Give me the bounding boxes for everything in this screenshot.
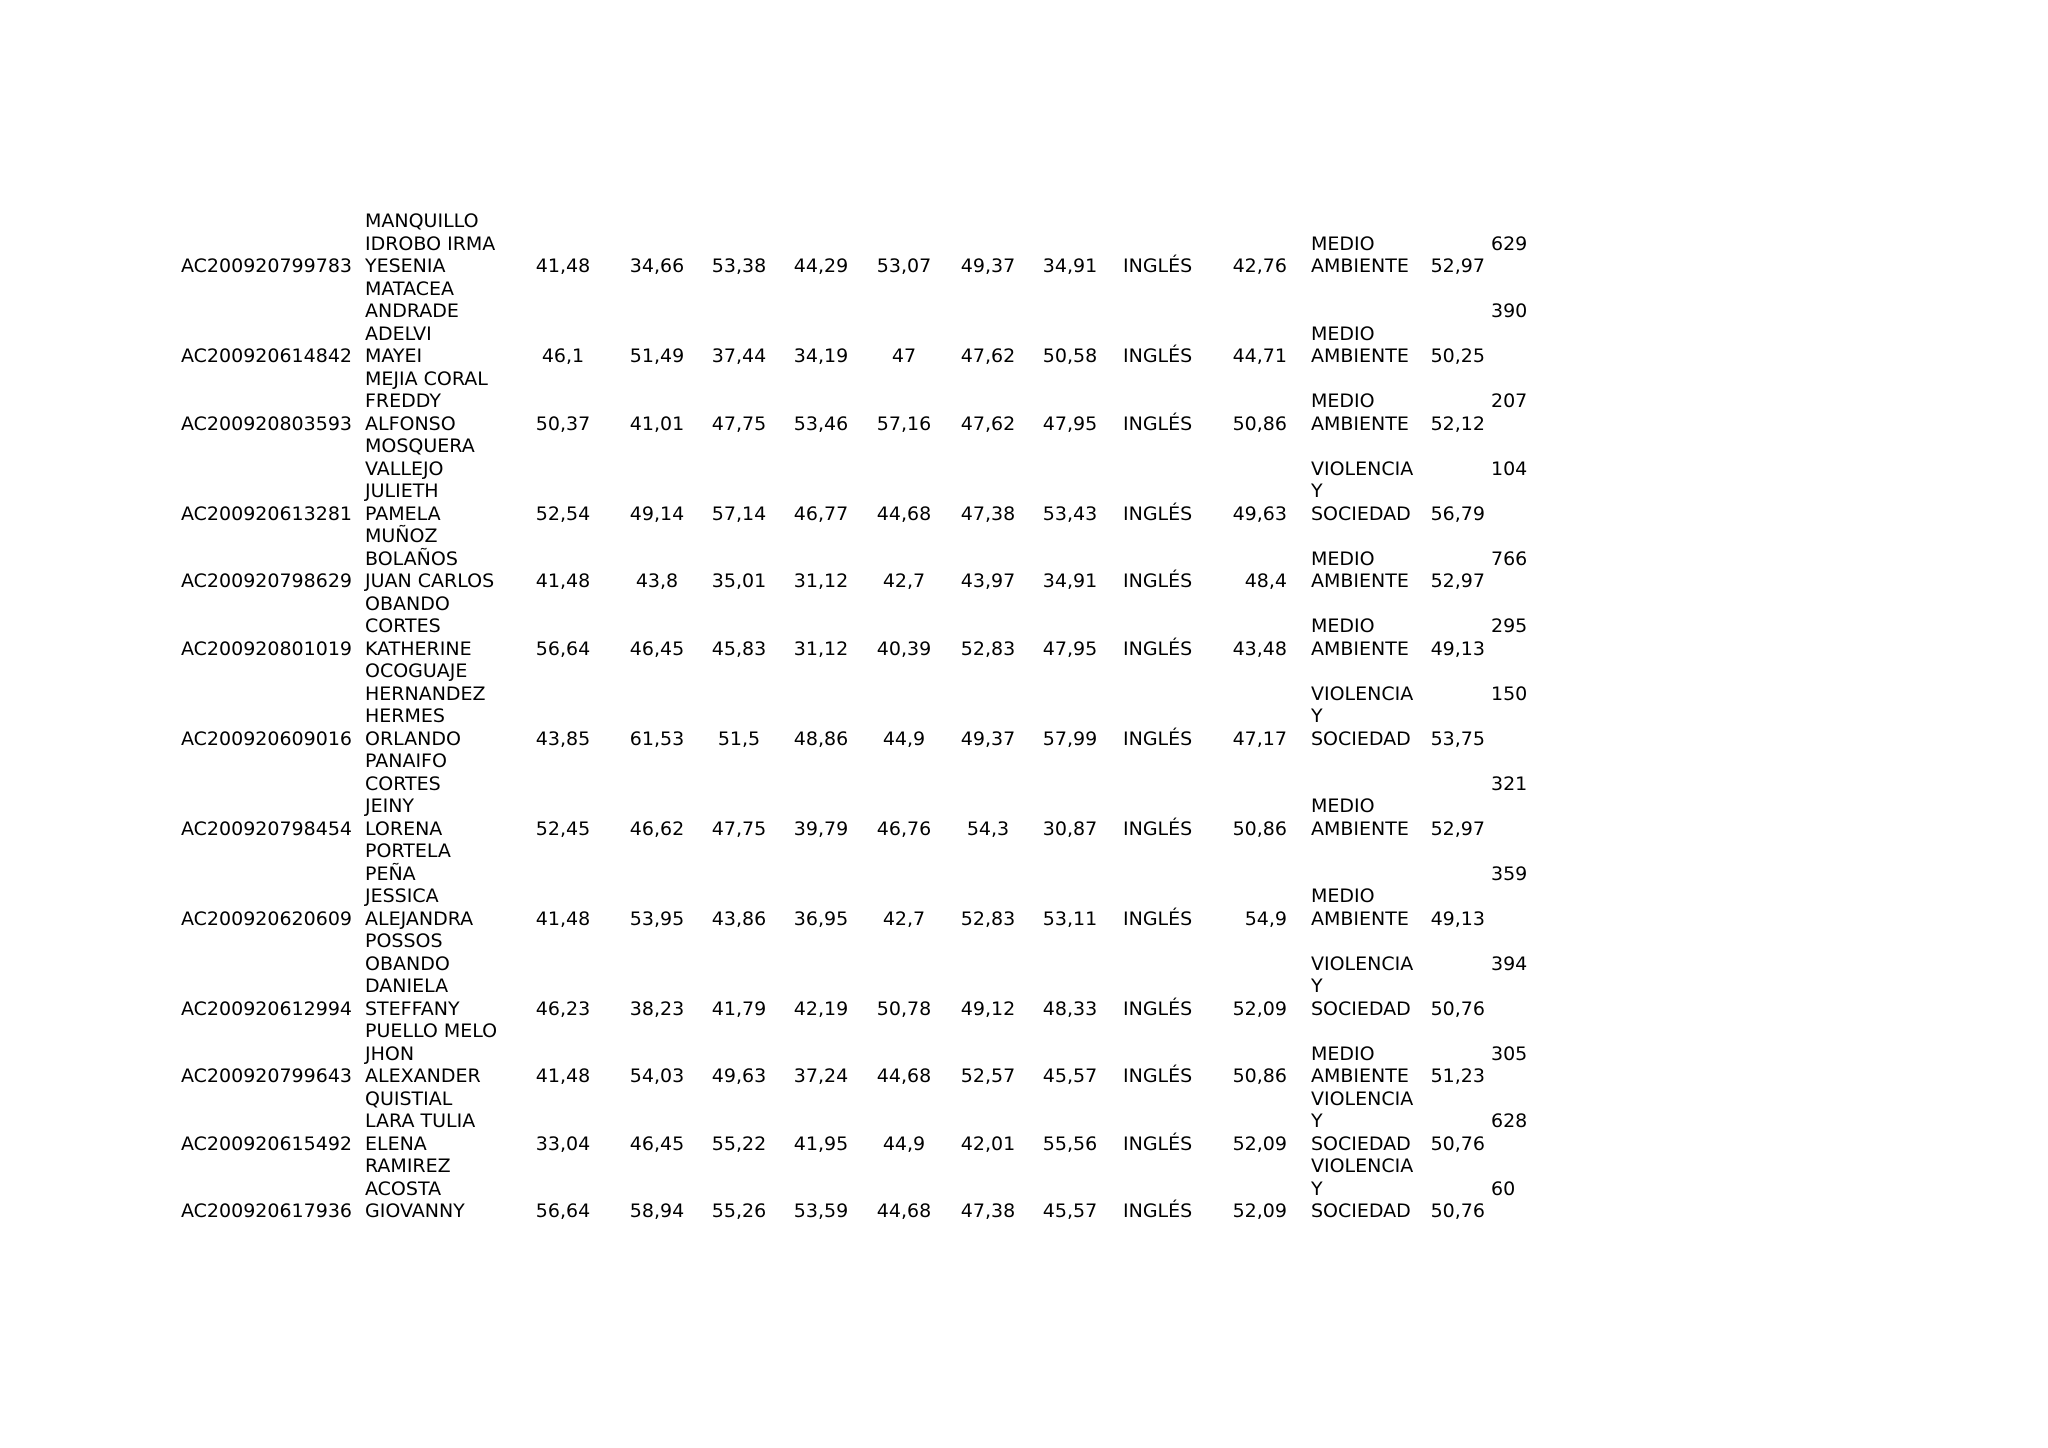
rank-cell: 359 [1491, 862, 1528, 885]
area-line: SOCIEDAD [1311, 727, 1411, 750]
area-line: SOCIEDAD [1311, 997, 1411, 1020]
student-name-line: POSSOS [365, 930, 443, 952]
score-cell: 37,24 [793, 1065, 849, 1087]
table-row [181, 525, 1581, 593]
student-name-line: MATACEA [365, 277, 454, 300]
area-cell [1311, 953, 1431, 1021]
area-line: AMBIENTE [1311, 412, 1409, 435]
language-score-cell: 50,86 [1232, 817, 1287, 840]
area-line: Y [1311, 975, 1323, 997]
student-name-line: IDROBO IRMA [365, 232, 496, 255]
table-row [181, 1155, 1581, 1223]
score-cell: 50,78 [876, 997, 932, 1020]
student-name-line: JULIETH [365, 480, 439, 502]
student-code: AC200920615492 [181, 1132, 352, 1155]
score-cell: 45,57 [1042, 1065, 1098, 1087]
area-cell [1311, 390, 1431, 435]
area-cell [1311, 458, 1431, 526]
score-cell: 53,07 [876, 255, 932, 277]
language-score-cell: 50,86 [1232, 412, 1287, 435]
table-row [181, 210, 1581, 278]
student-name [365, 930, 505, 1020]
student-name [365, 1020, 505, 1088]
score-cell: 52,57 [960, 1065, 1016, 1087]
area-line: VIOLENCIA [1311, 952, 1414, 975]
score-cell: 31,12 [793, 570, 849, 592]
student-name [365, 368, 505, 436]
table-row [181, 750, 1581, 840]
score-cell: 44,68 [876, 1200, 932, 1222]
student-name-line: VALLEJO [365, 457, 444, 480]
score-cell: 47,62 [960, 345, 1016, 367]
area-score-cell: 53,75 [1430, 727, 1485, 750]
score-cell: 36,95 [793, 907, 849, 930]
score-cell: 49,12 [960, 997, 1016, 1020]
student-name-line: OBANDO [365, 592, 450, 615]
language-score-cell: 43,48 [1232, 637, 1287, 660]
area-score-cell: 50,76 [1430, 1132, 1485, 1155]
score-cell: 56,64 [535, 637, 591, 660]
area-cell [1311, 233, 1431, 278]
score-cell: 46,77 [793, 502, 849, 525]
area-score-cell: 51,23 [1430, 1065, 1485, 1087]
language-cell: INGLÉS [1123, 1065, 1193, 1087]
student-code: AC200920614842 [181, 345, 352, 367]
area-line: SOCIEDAD [1311, 1200, 1411, 1222]
score-cell: 46,45 [629, 1132, 685, 1155]
language-cell: INGLÉS [1123, 502, 1193, 525]
language-cell: INGLÉS [1123, 1200, 1193, 1222]
score-cell: 42,7 [882, 570, 926, 592]
area-cell [1311, 615, 1431, 660]
student-name-line: YESENIA [365, 255, 446, 277]
score-cell: 46,76 [876, 817, 932, 840]
score-cell: 57,14 [711, 502, 767, 525]
area-cell [1311, 1043, 1431, 1088]
student-name-line: ELENA [365, 1132, 427, 1155]
student-name-line: MOSQUERA [365, 435, 475, 457]
area-line: VIOLENCIA [1311, 457, 1414, 480]
table-row [181, 435, 1581, 525]
score-cell: 47,38 [960, 1200, 1016, 1222]
language-cell: INGLÉS [1123, 1132, 1193, 1155]
score-cell: 52,54 [535, 502, 591, 525]
table-row [181, 278, 1581, 368]
language-score-cell: 52,09 [1232, 997, 1287, 1020]
language-score-cell: 49,63 [1232, 502, 1287, 525]
score-cell: 38,23 [629, 997, 685, 1020]
rank-cell: 60 [1491, 1177, 1516, 1200]
score-cell: 50,58 [1042, 345, 1098, 367]
score-cell: 39,79 [793, 817, 849, 840]
student-name-line: JUAN CARLOS [365, 570, 495, 592]
language-score-cell: 52,09 [1232, 1200, 1287, 1222]
score-cell: 46,45 [629, 637, 685, 660]
score-cell: 30,87 [1042, 817, 1098, 840]
student-name-line: JEINY [365, 795, 415, 817]
score-cell: 52,45 [535, 817, 591, 840]
area-score-cell: 49,13 [1430, 907, 1485, 930]
area-line: MEDIO [1311, 232, 1375, 255]
area-line: Y [1311, 1177, 1323, 1200]
score-cell: 41,79 [711, 997, 767, 1020]
score-cell: 34,66 [629, 255, 685, 277]
student-name-line: MAYEI [365, 345, 423, 367]
area-line: AMBIENTE [1311, 817, 1409, 840]
student-name-line: ALFONSO [365, 412, 456, 435]
student-name-line: CORTES [365, 615, 441, 637]
area-cell [1311, 323, 1431, 368]
score-cell: 47,62 [960, 412, 1016, 435]
student-name-line: JESSICA [365, 885, 439, 907]
language-cell: INGLÉS [1123, 412, 1193, 435]
score-cell: 57,99 [1042, 727, 1098, 750]
table-row [181, 1020, 1581, 1088]
score-cell: 43,85 [535, 727, 591, 750]
student-code: AC200920609016 [181, 727, 352, 750]
student-name-line: ALEJANDRA [365, 907, 474, 930]
score-cell: 47,38 [960, 502, 1016, 525]
area-line: Y [1311, 1110, 1323, 1132]
score-cell: 51,49 [629, 345, 685, 367]
score-cell: 33,04 [535, 1132, 591, 1155]
score-cell: 54,3 [966, 817, 1010, 840]
score-cell: 44,9 [882, 727, 926, 750]
language-score-cell: 50,86 [1232, 1065, 1287, 1087]
area-score-cell: 50,76 [1430, 1200, 1485, 1222]
student-name-line: STEFFANY [365, 997, 460, 1020]
score-cell: 52,83 [960, 907, 1016, 930]
area-line: AMBIENTE [1311, 345, 1409, 367]
student-name-line: HERNANDEZ [365, 682, 486, 705]
rank-cell: 207 [1491, 390, 1528, 412]
student-name-line: PORTELA [365, 840, 451, 862]
language-cell: INGLÉS [1123, 997, 1193, 1020]
student-code: AC200920612994 [181, 997, 352, 1020]
student-name-line: MEJIA CORAL [365, 367, 488, 390]
score-cell: 45,57 [1042, 1200, 1098, 1222]
area-score-cell: 52,97 [1430, 817, 1485, 840]
student-name-line: OCOGUAJE [365, 660, 468, 682]
student-name-line: GIOVANNY [365, 1200, 465, 1222]
language-cell: INGLÉS [1123, 255, 1193, 277]
score-cell: 49,37 [960, 255, 1016, 277]
table-row [181, 660, 1581, 750]
table-row [181, 368, 1581, 436]
score-cell: 53,38 [711, 255, 767, 277]
score-cell: 51,5 [717, 727, 761, 750]
rank-cell: 390 [1491, 300, 1528, 322]
score-cell: 41,48 [535, 1065, 591, 1087]
student-code: AC200920798454 [181, 817, 352, 840]
score-cell: 41,01 [629, 412, 685, 435]
rank-cell: 628 [1491, 1110, 1528, 1132]
score-cell: 49,63 [711, 1065, 767, 1087]
score-cell: 41,48 [535, 570, 591, 592]
student-code: AC200920620609 [181, 907, 352, 930]
area-cell [1311, 683, 1431, 751]
student-name [365, 525, 505, 593]
score-cell: 41,48 [535, 907, 591, 930]
area-line: SOCIEDAD [1311, 502, 1411, 525]
area-line: Y [1311, 705, 1323, 727]
student-name-line: DANIELA [365, 975, 449, 997]
score-cell: 42,19 [793, 997, 849, 1020]
area-line: AMBIENTE [1311, 637, 1409, 660]
rank-cell: 629 [1491, 232, 1528, 255]
area-line: VIOLENCIA [1311, 1155, 1414, 1177]
student-code: AC200920613281 [181, 502, 352, 525]
results-table [181, 210, 1581, 1223]
score-cell: 37,44 [711, 345, 767, 367]
score-cell: 49,14 [629, 502, 685, 525]
language-cell: INGLÉS [1123, 637, 1193, 660]
student-name-line: HERMES [365, 705, 445, 727]
score-cell: 43,97 [960, 570, 1016, 592]
table-row [181, 930, 1581, 1020]
student-name-line: KATHERINE [365, 637, 472, 660]
area-cell [1311, 795, 1431, 840]
area-line: AMBIENTE [1311, 570, 1409, 592]
area-cell [1311, 885, 1431, 930]
score-cell: 55,22 [711, 1132, 767, 1155]
student-name-line: MUÑOZ [365, 525, 438, 547]
student-name-line: ACOSTA [365, 1177, 442, 1200]
student-code: AC200920803593 [181, 412, 352, 435]
area-line: VIOLENCIA [1311, 682, 1414, 705]
score-cell: 48,86 [793, 727, 849, 750]
score-cell: 44,68 [876, 1065, 932, 1087]
student-code: AC200920799643 [181, 1065, 352, 1087]
area-line: MEDIO [1311, 795, 1375, 817]
student-name-line: LORENA [365, 817, 443, 840]
score-cell: 52,83 [960, 637, 1016, 660]
score-cell: 43,8 [635, 570, 679, 592]
area-cell [1311, 1088, 1431, 1156]
student-name-line: JHON [365, 1042, 415, 1065]
score-cell: 43,86 [711, 907, 767, 930]
score-cell: 47,75 [711, 412, 767, 435]
score-cell: 53,46 [793, 412, 849, 435]
area-line: MEDIO [1311, 390, 1375, 412]
student-code: AC200920799783 [181, 255, 352, 277]
score-cell: 34,19 [793, 345, 849, 367]
score-cell: 53,43 [1042, 502, 1098, 525]
score-cell: 47,95 [1042, 637, 1098, 660]
area-line: MEDIO [1311, 547, 1375, 570]
student-name-line: FREDDY [365, 390, 441, 412]
student-name-line: PUELLO MELO [365, 1020, 498, 1042]
student-name-line: MANQUILLO [365, 210, 479, 232]
score-cell: 44,9 [882, 1132, 926, 1155]
area-score-cell: 56,79 [1430, 502, 1485, 525]
area-score-cell: 52,12 [1430, 412, 1485, 435]
area-score-cell: 49,13 [1430, 637, 1485, 660]
student-name [365, 278, 505, 368]
student-name-line: OBANDO [365, 952, 450, 975]
score-cell: 42,7 [882, 907, 926, 930]
score-cell: 55,56 [1042, 1132, 1098, 1155]
area-line: AMBIENTE [1311, 255, 1409, 277]
score-cell: 45,83 [711, 637, 767, 660]
language-cell: INGLÉS [1123, 727, 1193, 750]
student-name-line: PAMELA [365, 502, 441, 525]
area-line: MEDIO [1311, 1042, 1375, 1065]
language-score-cell: 48,4 [1244, 570, 1287, 592]
student-name [365, 750, 505, 840]
score-cell: 44,29 [793, 255, 849, 277]
student-code: AC200920801019 [181, 637, 352, 660]
score-cell: 47 [891, 345, 917, 367]
table-row [181, 593, 1581, 661]
score-cell: 50,37 [535, 412, 591, 435]
rank-cell: 295 [1491, 615, 1528, 637]
area-cell [1311, 1155, 1431, 1223]
score-cell: 58,94 [629, 1200, 685, 1222]
student-name-line: ALEXANDER [365, 1065, 481, 1087]
score-cell: 46,1 [541, 345, 585, 367]
student-name-line: ANDRADE [365, 300, 459, 322]
area-line: MEDIO [1311, 885, 1375, 907]
student-name-line: CORTES [365, 772, 441, 795]
rank-cell: 321 [1491, 772, 1528, 795]
score-cell: 34,91 [1042, 570, 1098, 592]
score-cell: 57,16 [876, 412, 932, 435]
student-name-line: PANAIFO [365, 750, 447, 772]
student-name [365, 593, 505, 661]
score-cell: 54,03 [629, 1065, 685, 1087]
language-score-cell: 52,09 [1232, 1132, 1287, 1155]
area-line: AMBIENTE [1311, 907, 1409, 930]
language-score-cell: 47,17 [1232, 727, 1287, 750]
table-row [181, 840, 1581, 930]
rank-cell: 104 [1491, 457, 1528, 480]
score-cell: 48,33 [1042, 997, 1098, 1020]
score-cell: 55,26 [711, 1200, 767, 1222]
score-cell: 34,91 [1042, 255, 1098, 277]
score-cell: 61,53 [629, 727, 685, 750]
score-cell: 44,68 [876, 502, 932, 525]
rank-cell: 766 [1491, 547, 1528, 570]
language-score-cell: 42,76 [1232, 255, 1287, 277]
score-cell: 31,12 [793, 637, 849, 660]
area-line: MEDIO [1311, 615, 1375, 637]
score-cell: 41,95 [793, 1132, 849, 1155]
score-cell: 42,01 [960, 1132, 1016, 1155]
area-line: AMBIENTE [1311, 1065, 1409, 1087]
score-cell: 53,59 [793, 1200, 849, 1222]
student-name-line: RAMIREZ [365, 1155, 451, 1177]
score-cell: 41,48 [535, 255, 591, 277]
score-cell: 46,23 [535, 997, 591, 1020]
language-cell: INGLÉS [1123, 570, 1193, 592]
area-score-cell: 50,76 [1430, 997, 1485, 1020]
language-cell: INGLÉS [1123, 345, 1193, 367]
area-line: SOCIEDAD [1311, 1132, 1411, 1155]
student-name-line: BOLAÑOS [365, 547, 458, 570]
language-score-cell: 54,9 [1244, 907, 1287, 930]
rank-cell: 305 [1491, 1042, 1528, 1065]
student-name-line: LARA TULIA [365, 1110, 476, 1132]
student-name [365, 840, 505, 930]
area-score-cell: 52,97 [1430, 255, 1485, 277]
language-score-cell: 44,71 [1232, 345, 1287, 367]
score-cell: 53,95 [629, 907, 685, 930]
area-line: Y [1311, 480, 1323, 502]
score-cell: 46,62 [629, 817, 685, 840]
student-name-line: ORLANDO [365, 727, 461, 750]
student-code: AC200920798629 [181, 570, 352, 592]
score-cell: 35,01 [711, 570, 767, 592]
student-name-line: ADELVI [365, 322, 432, 345]
area-cell [1311, 548, 1431, 593]
score-cell: 53,11 [1042, 907, 1098, 930]
score-cell: 47,95 [1042, 412, 1098, 435]
area-score-cell: 50,25 [1430, 345, 1485, 367]
language-cell: INGLÉS [1123, 817, 1193, 840]
score-cell: 47,75 [711, 817, 767, 840]
score-cell: 40,39 [876, 637, 932, 660]
score-cell: 49,37 [960, 727, 1016, 750]
student-name [365, 1155, 505, 1223]
area-line: MEDIO [1311, 322, 1375, 345]
score-cell: 56,64 [535, 1200, 591, 1222]
student-name [365, 660, 505, 750]
student-name [365, 435, 505, 525]
student-name-line: QUISTIAL [365, 1087, 453, 1110]
language-cell: INGLÉS [1123, 907, 1193, 930]
student-code: AC200920617936 [181, 1200, 352, 1222]
student-name [365, 210, 505, 278]
student-name-line: PEÑA [365, 862, 416, 885]
area-score-cell: 52,97 [1430, 570, 1485, 592]
student-name [365, 1088, 505, 1156]
area-line: VIOLENCIA [1311, 1087, 1414, 1110]
rank-cell: 394 [1491, 952, 1528, 975]
table-row [181, 1088, 1581, 1156]
rank-cell: 150 [1491, 682, 1528, 705]
